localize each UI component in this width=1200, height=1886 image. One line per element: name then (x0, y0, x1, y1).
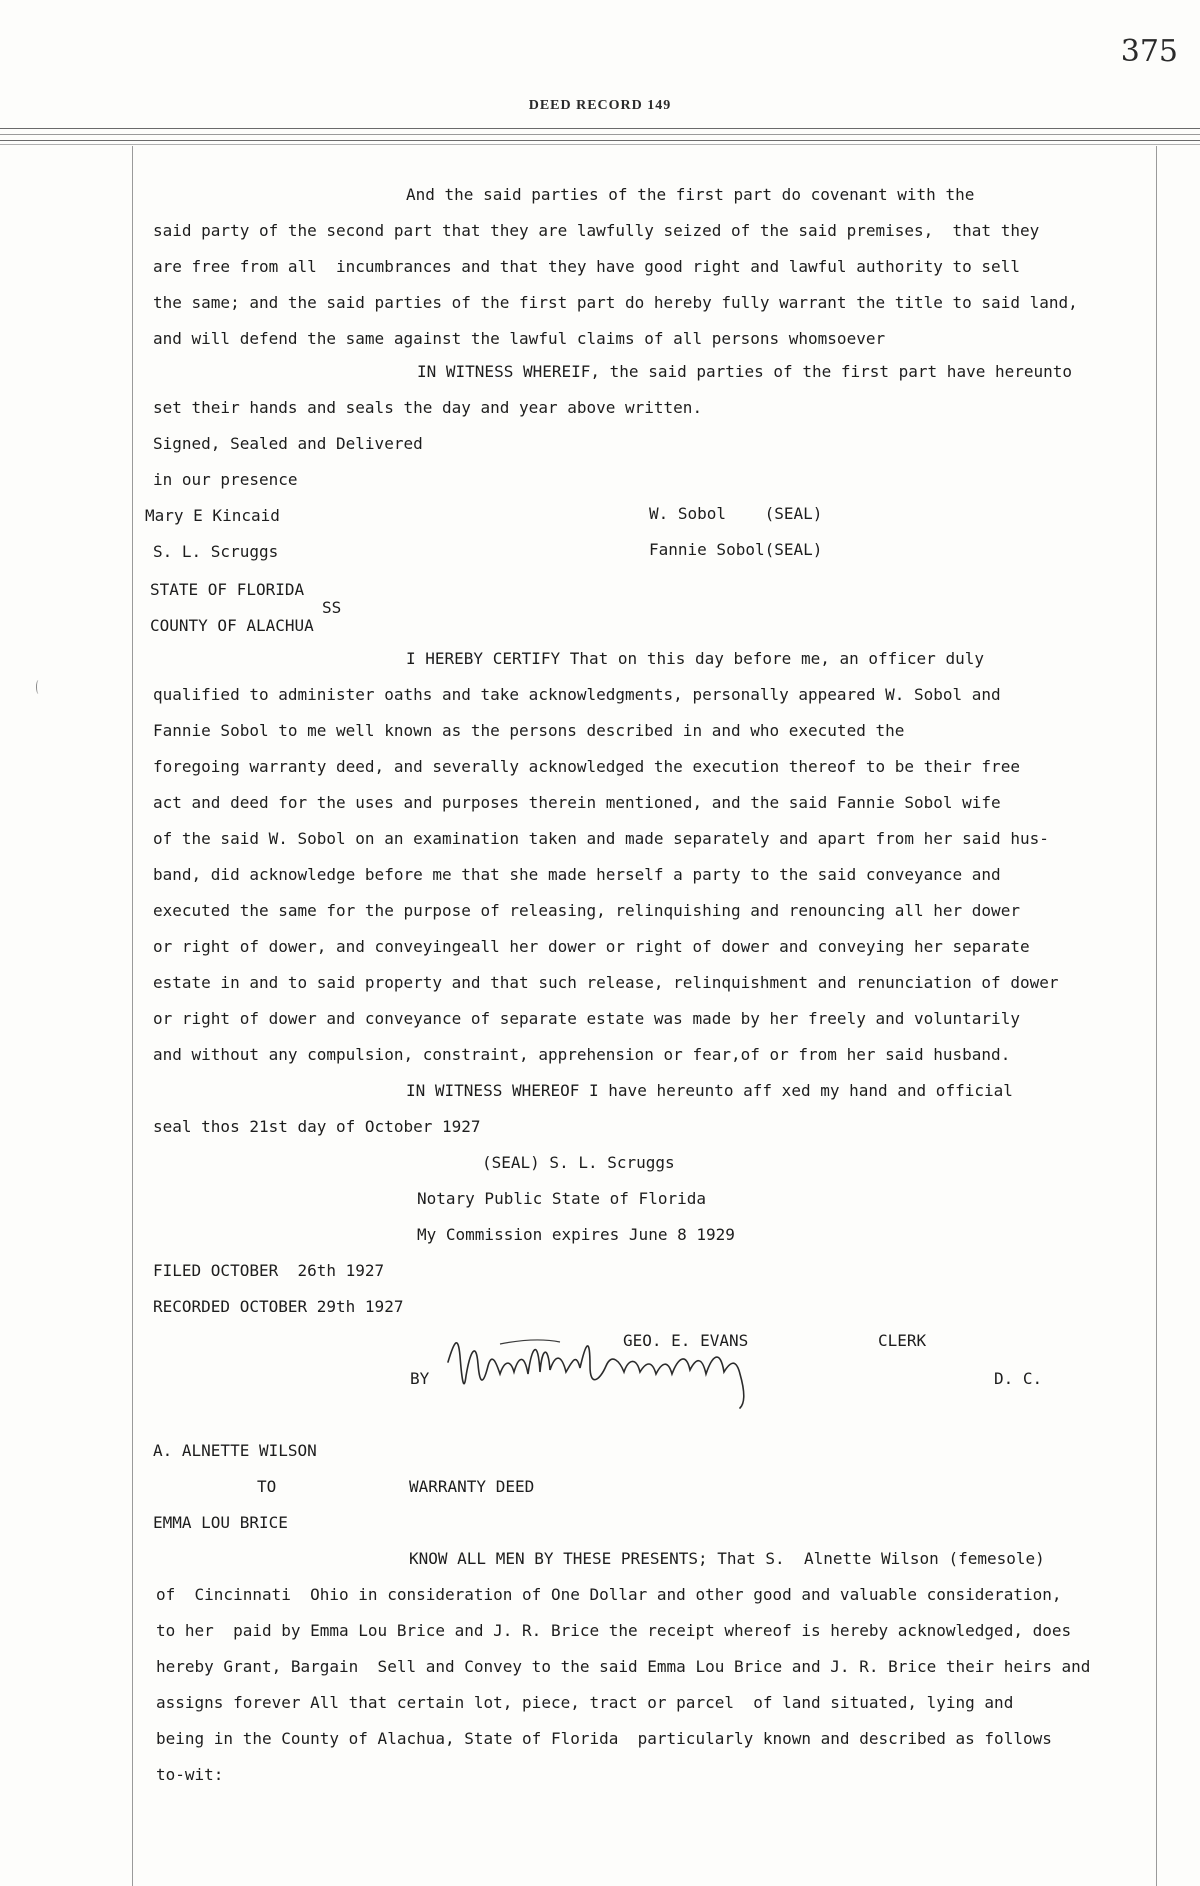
paragraph1-line: set their hands and seals the day and year above written. (153, 398, 703, 417)
notary-signature: (SEAL) S. L. Scruggs (482, 1153, 675, 1172)
certificate-line: qualified to administer oaths and take acknowledgments, personally appeared W. Sobol and (153, 685, 1001, 704)
page-number: 375 (1120, 34, 1178, 69)
certificate-line: seal thos 21st day of October 1927 (153, 1117, 481, 1136)
recorded-date: RECORDED OCTOBER 29th 1927 (153, 1297, 404, 1316)
paragraph1-line: and will defend the same against the lawful claims of all persons whomsoever (153, 329, 886, 348)
certificate-line: act and deed for the uses and purposes therein mentioned, and the said Fannie Sobol wife (153, 793, 1001, 812)
paragraph1-line: said party of the second part that they are lawfully seized of the said premises, that they (153, 221, 1040, 240)
notary-title: Notary Public State of Florida (417, 1189, 706, 1208)
header-rule-2 (0, 134, 1200, 135)
header-rule-4 (0, 144, 1200, 145)
venue-county: COUNTY OF ALACHUA (150, 616, 314, 635)
certificate-line: and without any compulsion, constraint, apprehension or fear,of or from her said husband. (153, 1045, 1011, 1064)
venue-state: STATE OF FLORIDA (150, 580, 305, 599)
certificate-line: IN WITNESS WHEREOF I have hereunto aff xed my hand and official (406, 1081, 1013, 1100)
paragraph1-line: the same; and the said parties of the first part do hereby fully warrant the title to said land, (153, 293, 1078, 312)
paragraph2-line: hereby Grant, Bargain Sell and Convey to the said Emma Lou Brice and J. R. Brice their heirs and (156, 1657, 1091, 1676)
paragraph1-line: And the said parties of the first part do covenant with the (406, 185, 975, 204)
filed-date: FILED OCTOBER 26th 1927 (153, 1261, 385, 1280)
certificate-line: foregoing warranty deed, and severally acknowledged the execution thereof to be their free (153, 757, 1020, 776)
presence-line: in our presence (153, 470, 298, 489)
certificate-line: band, did acknowledge before me that she made herself a party to the said conveyance and (153, 865, 1001, 884)
paragraph2-line: to-wit: (156, 1765, 224, 1784)
witness-2: S. L. Scruggs (153, 542, 279, 561)
grantor-signature-1: W. Sobol (SEAL) (649, 504, 823, 523)
witness-1: Mary E Kincaid (145, 506, 280, 525)
certificate-line: Fannie Sobol to me well known as the persons described in and who executed the (153, 721, 905, 740)
venue-ss: SS (322, 598, 342, 617)
record-title: DEED RECORD 149 (528, 98, 672, 113)
certificate-line: or right of dower, and conveyingeall her dower or right of dower and conveying her separate (153, 937, 1030, 956)
header-rule-1 (0, 128, 1200, 129)
signed-sealed-line: Signed, Sealed and Delivered (153, 434, 423, 453)
grantor-signature-2: Fannie Sobol(SEAL) (649, 540, 823, 559)
certificate-line: I HEREBY CERTIFY That on this day before me, an officer duly (406, 649, 984, 668)
clerk-name: GEO. E. EVANS (623, 1331, 749, 1350)
new-deed-type: WARRANTY DEED (409, 1477, 535, 1496)
paragraph2-line: assigns forever All that certain lot, piece, tract or parcel of land situated, lying and (156, 1693, 1014, 1712)
margin-mark (36, 680, 41, 694)
new-deed-grantor: A. ALNETTE WILSON (153, 1441, 317, 1460)
paragraph1-line: IN WITNESS WHEREIF, the said parties of the first part have hereunto (417, 362, 1073, 381)
certificate-line: estate in and to said property and that such release, relinquishment and renunciation of dower (153, 973, 1059, 992)
certificate-line: or right of dower and conveyance of separate estate was made by her freely and voluntarily (153, 1009, 1020, 1028)
notary-commission: My Commission expires June 8 1929 (417, 1225, 735, 1244)
deputy-clerk-signature (440, 1322, 800, 1412)
paragraph2-line: being in the County of Alachua, State of Florida particularly known and described as follows (156, 1729, 1052, 1748)
deputy-clerk-label: D. C. (994, 1369, 1043, 1388)
new-deed-grantee: EMMA LOU BRICE (153, 1513, 288, 1532)
left-margin-line (132, 146, 133, 1886)
by-label: BY (410, 1369, 430, 1388)
paragraph2-line: KNOW ALL MEN BY THESE PRESENTS; That S. Alnette Wilson (femesole) (409, 1549, 1045, 1568)
paragraph1-line: are free from all incumbrances and that they have good right and lawful authority to sell (153, 257, 1020, 276)
paragraph2-line: of Cincinnati Ohio in consideration of One Dollar and other good and valuable consideration, (156, 1585, 1062, 1604)
certificate-line: of the said W. Sobol on an examination taken and made separately and apart from her said hus- (153, 829, 1049, 848)
clerk-title: CLERK (878, 1331, 927, 1350)
new-deed-to: TO (257, 1477, 277, 1496)
header-rule-3 (0, 140, 1200, 141)
certificate-line: executed the same for the purpose of releasing, relinquishing and renouncing all her dower (153, 901, 1020, 920)
right-margin-line (1156, 146, 1157, 1886)
paragraph2-line: to her paid by Emma Lou Brice and J. R. Brice the receipt whereof is hereby acknowledged, does (156, 1621, 1072, 1640)
